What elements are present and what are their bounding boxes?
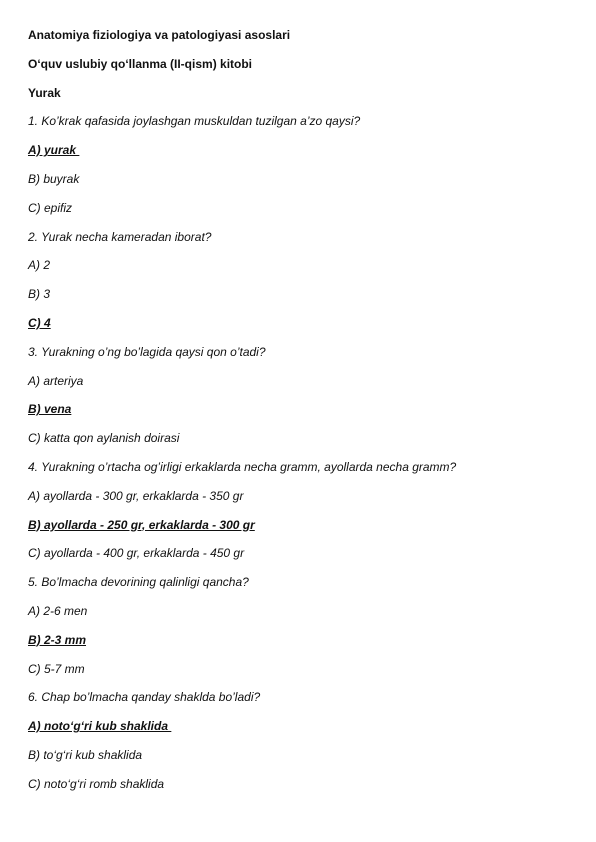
answer-option: B) to‘g‘ri kub shaklida <box>28 747 143 762</box>
answer-option-correct: B) ayollarda - 250 gr, erkaklarda - 300 gr <box>28 517 255 532</box>
answer-option-correct: A) noto‘g‘ri kub shaklida <box>28 719 172 734</box>
answer-option-correct: A) yurak <box>28 143 80 158</box>
answer-option: A) 2 <box>28 258 51 273</box>
answer-option-correct: B) vena <box>28 402 72 417</box>
question-list <box>28 114 568 790</box>
answer-option: A) 2-6 men <box>28 603 88 618</box>
book-title: O‘quv uslubiy qo‘llanma (II-qism) kitobi <box>28 56 253 71</box>
answer-option: A) ayollarda - 300 gr, erkaklarda - 350 gr <box>28 488 244 503</box>
answer-option: C) 5-7 mm <box>28 661 85 676</box>
question-text: 5. Bo’lmacha devorining qalinligi qancha? <box>28 575 249 590</box>
answer-option-correct: B) 2-3 mm <box>28 632 87 647</box>
answer-option-correct: C) 4 <box>28 315 51 330</box>
question-text: 1. Ko’krak qafasida joylashgan muskuldan tuzilgan a’zo qaysi? <box>28 114 361 129</box>
document-page <box>28 28 568 806</box>
answer-option: C) noto‘g‘ri romb shaklida <box>28 776 165 791</box>
question-text: 6. Chap bo’lmacha qanday shaklda bo’ladi? <box>28 690 261 705</box>
answer-option: B) buyrak <box>28 171 80 186</box>
section-title: Yurak <box>28 85 61 100</box>
question-text: 2. Yurak necha kameradan iborat? <box>28 229 212 244</box>
answer-option: A) arteriya <box>28 373 84 388</box>
answer-option: C) katta qon aylanish doirasi <box>28 431 180 446</box>
answer-option: C) ayollarda - 400 gr, erkaklarda - 450 gr <box>28 546 245 561</box>
question-text: 4. Yurakning o’rtacha og’irligi erkaklarda necha gramm, ayollarda necha gramm? <box>28 459 457 474</box>
answer-option: B) 3 <box>28 287 51 302</box>
answer-option: C) epifiz <box>28 200 73 215</box>
document-title: Anatomiya fiziologiya va patologiyasi asoslari <box>28 28 291 42</box>
question-text: 3. Yurakning o’ng bo’lagida qaysi qon o’tadi? <box>28 344 266 359</box>
